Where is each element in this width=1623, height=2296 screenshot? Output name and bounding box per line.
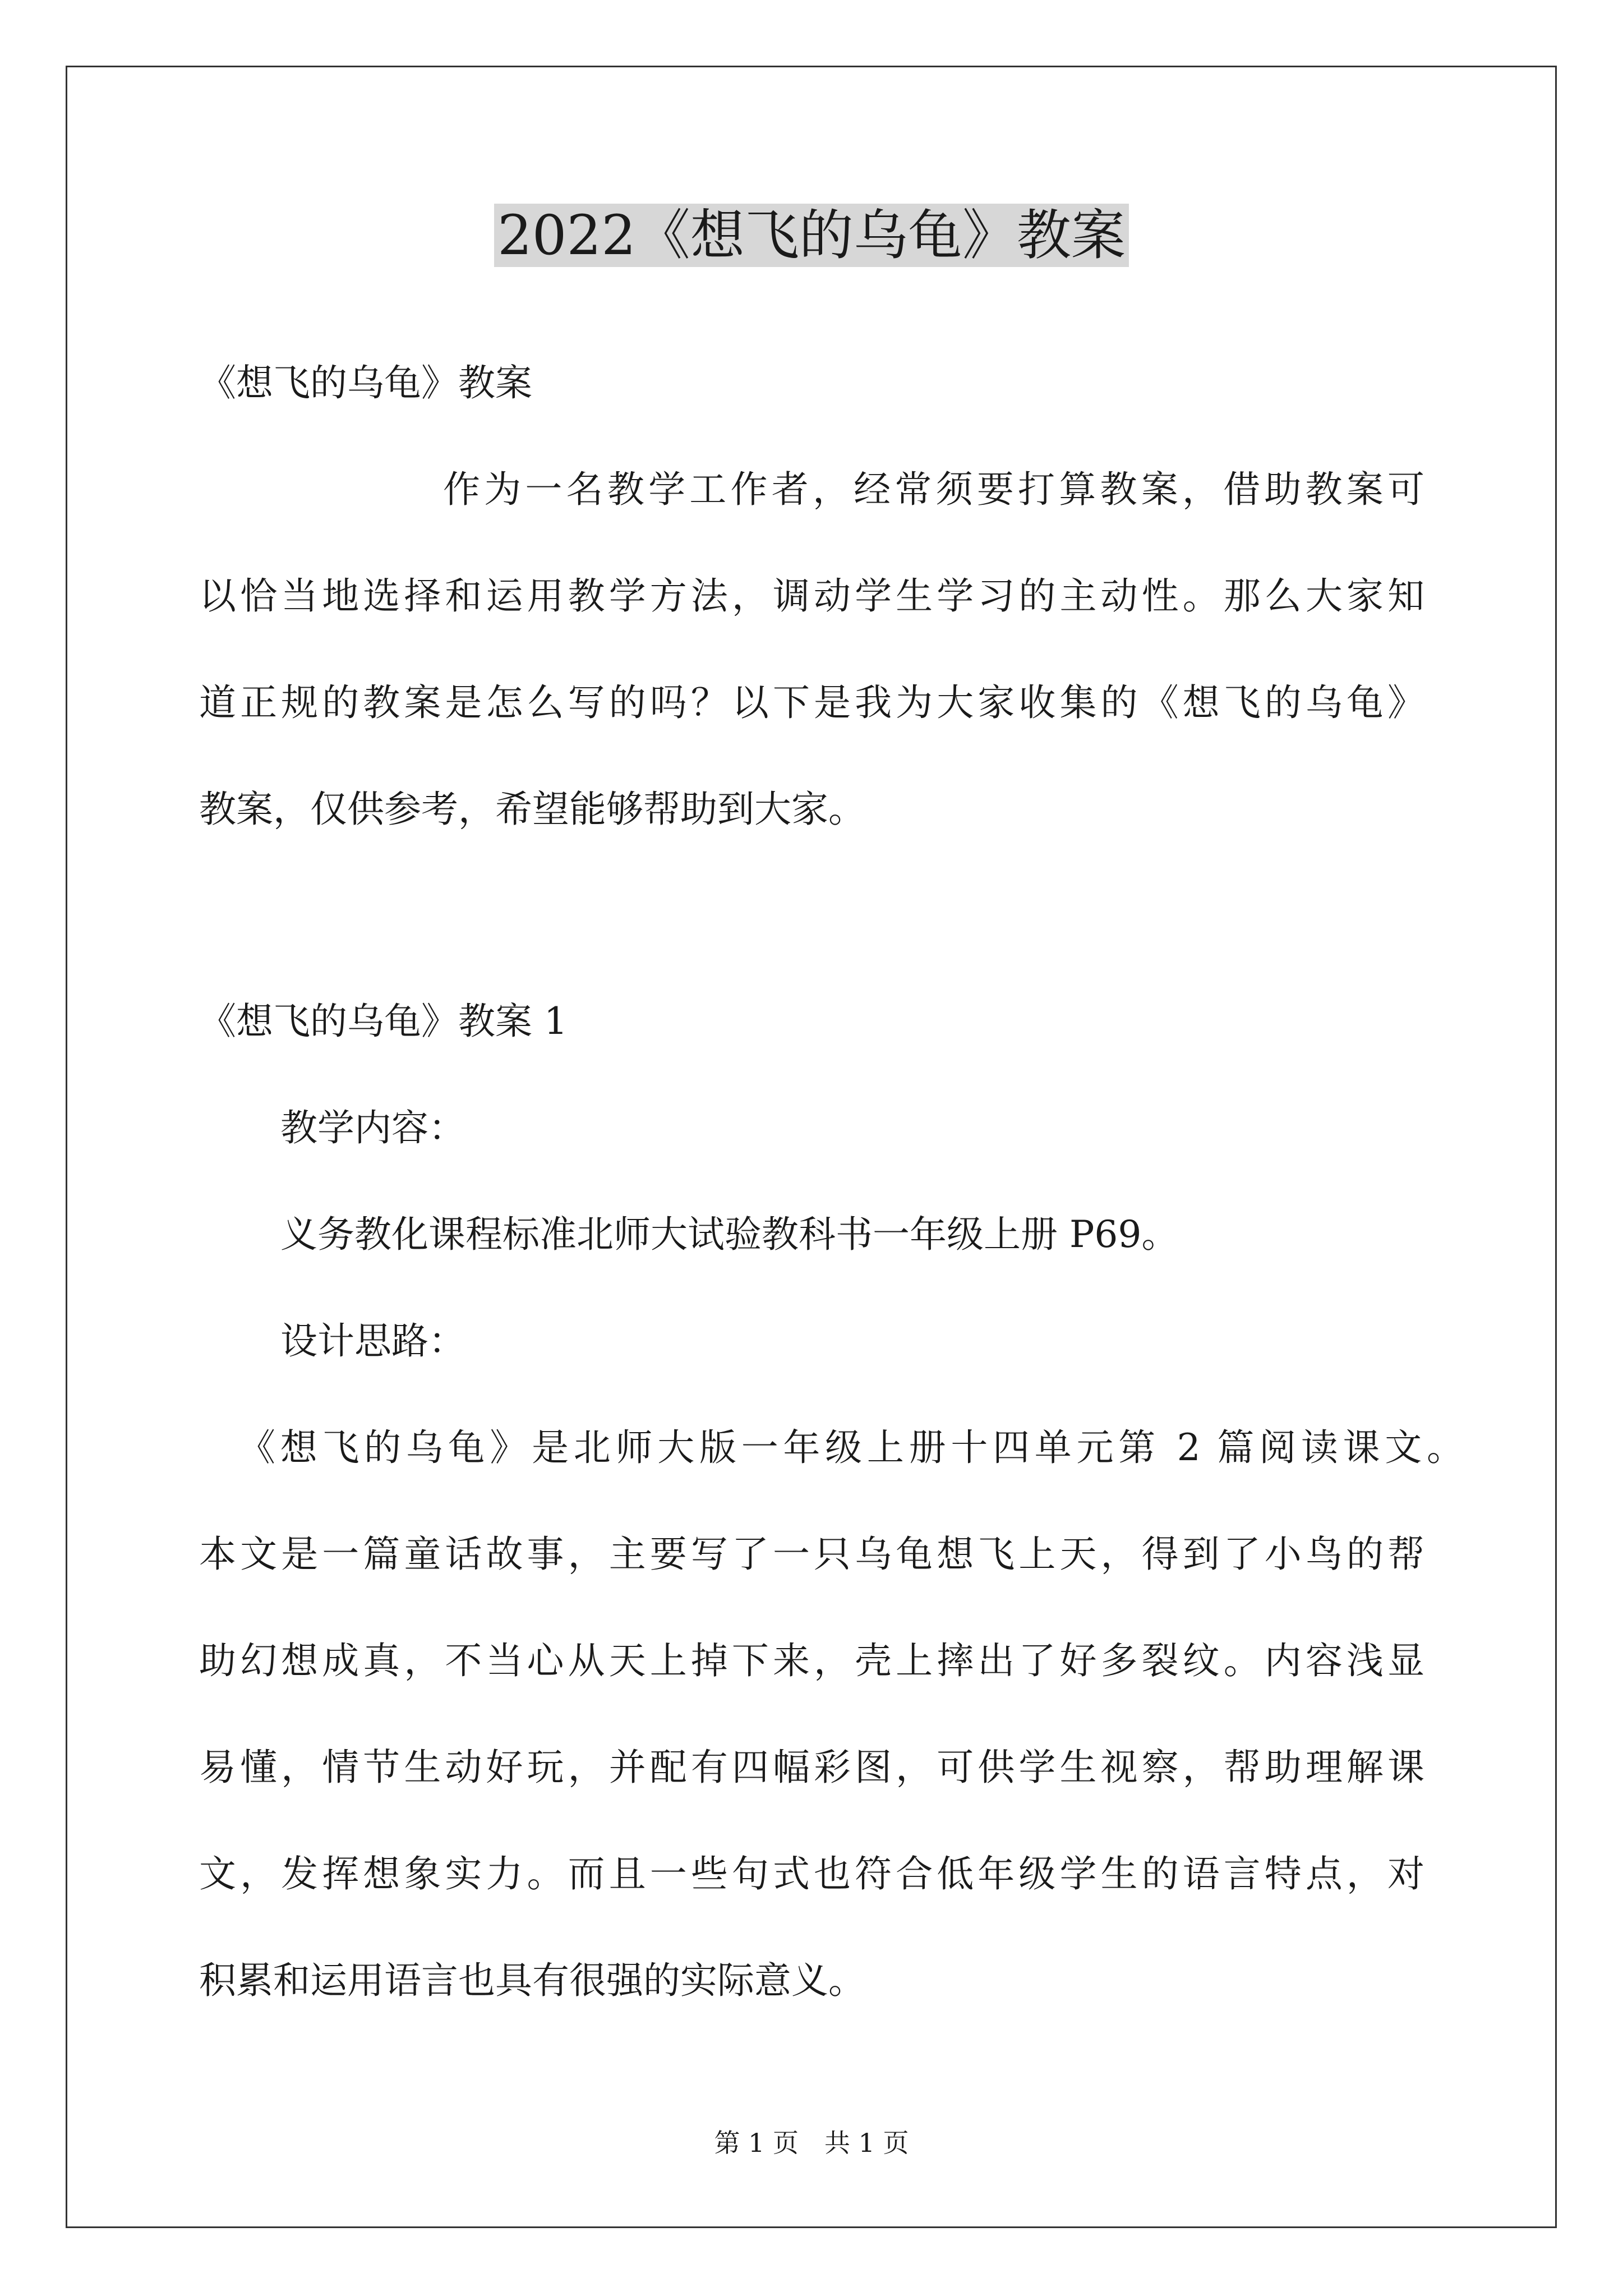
document-title-text: 2022《想飞的乌龟》教案 — [494, 204, 1129, 267]
content-text: 义务教化课程标准北师大试验教科书一年级上册 P69。 — [280, 1213, 1179, 1256]
design-line: 本文是一篇童话故事，主要写了一只乌龟想飞上天，得到了小鸟的帮 — [199, 1533, 1424, 1576]
subtitle: 《想飞的乌龟》教案 — [199, 361, 532, 404]
intro-line: 以恰当地选择和运用教学方法，调动学生学习的主动性。那么大家知 — [199, 574, 1424, 618]
design-line: 易懂，情节生动好玩，并配有四幅彩图，可供学生视察，帮助理解课 — [199, 1746, 1424, 1789]
design-line: 积累和运用语言也具有很强的实际意义。 — [199, 1959, 865, 2002]
intro-line: 道正规的教案是怎么写的吗？以下是我为大家收集的《想飞的乌龟》 — [199, 681, 1424, 724]
page-footer: 第 1 页 共 1 页 — [714, 2128, 909, 2158]
design-line: 《想飞的乌龟》是北师大版一年级上册十四单元第 2 篇阅读课文。 — [238, 1426, 1464, 1469]
design-label: 设计思路： — [280, 1319, 465, 1363]
intro-line: 作为一名教学工作者，经常须要打算教案，借助教案可 — [443, 468, 1424, 511]
section-heading: 《想飞的乌龟》教案 1 — [199, 1000, 568, 1043]
design-line: 助幻想成真，不当心从天上掉下来，壳上摔出了好多裂纹。内容浅显 — [199, 1639, 1424, 1682]
intro-line: 教案，仅供参考，希望能够帮助到大家。 — [199, 788, 865, 831]
document-title — [0, 199, 1623, 272]
design-line: 文，发挥想象实力。而且一些句式也符合低年级学生的语言特点，对 — [199, 1852, 1424, 1895]
content-label: 教学内容： — [280, 1106, 465, 1149]
